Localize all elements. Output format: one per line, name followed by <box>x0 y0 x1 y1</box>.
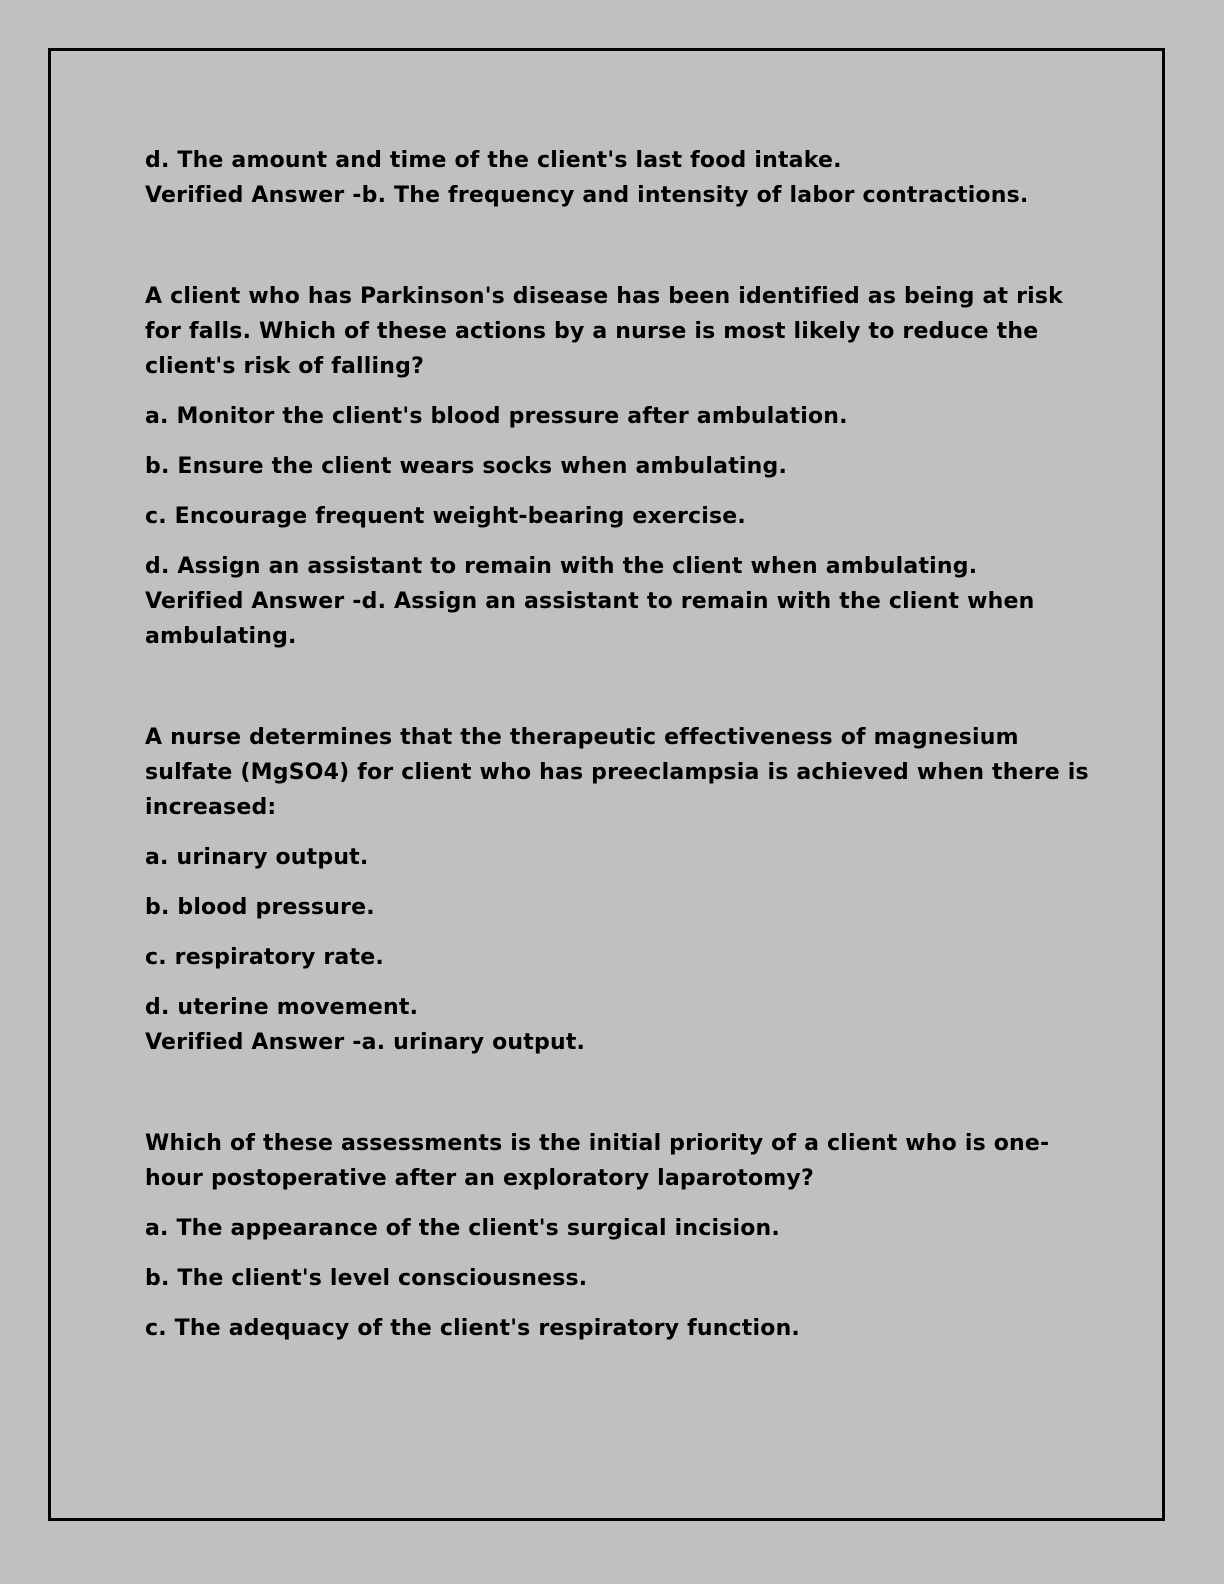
question-line: for falls. Which of these actions by a nurse is most likely to reduce the <box>145 319 1039 344</box>
option-d: d. uterine movement. <box>145 995 419 1020</box>
question-line: client's risk of falling? <box>145 354 425 379</box>
question-line: increased: <box>145 795 277 820</box>
question-postoperative-priority <box>145 1126 1085 1346</box>
option-a: a. urinary output. <box>145 845 369 870</box>
option-d: d. The amount and time of the client's last food intake. <box>145 148 842 173</box>
previous-question-tail <box>145 143 1085 213</box>
option-a: a. The appearance of the client's surgical incision. <box>145 1216 780 1241</box>
question-line: A client who has Parkinson's disease has been identified as being at risk <box>145 284 1063 309</box>
question-magnesium-sulfate <box>145 720 1089 1060</box>
option-c: c. Encourage frequent weight-bearing exercise. <box>145 504 746 529</box>
option-b: b. blood pressure. <box>145 895 375 920</box>
question-text <box>145 279 1085 384</box>
option-a: a. Monitor the client's blood pressure after ambulation. <box>145 404 848 429</box>
question-text <box>145 1126 1085 1196</box>
verified-answer: Verified Answer -d. Assign an assistant to remain with the client when <box>145 589 1035 614</box>
option-b: b. Ensure the client wears socks when ambulating. <box>145 454 788 479</box>
verified-answer: Verified Answer -b. The frequency and intensity of labor contractions. <box>145 183 1029 208</box>
question-parkinsons <box>145 279 1085 654</box>
verified-answer: Verified Answer -a. urinary output. <box>145 1030 586 1055</box>
question-line: Which of these assessments is the initial priority of a client who is one- <box>145 1131 1050 1156</box>
option-b: b. The client's level consciousness. <box>145 1266 588 1291</box>
question-text <box>145 720 1089 825</box>
question-line: A nurse determines that the therapeutic effectiveness of magnesium <box>145 725 1019 750</box>
option-c: c. respiratory rate. <box>145 945 384 970</box>
question-line: hour postoperative after an exploratory laparotomy? <box>145 1166 814 1191</box>
verified-answer-continued: ambulating. <box>145 624 297 649</box>
option-c: c. The adequacy of the client's respiratory function. <box>145 1316 800 1341</box>
option-d: d. Assign an assistant to remain with the client when ambulating. <box>145 554 978 579</box>
document-content <box>145 143 1089 1346</box>
question-line: sulfate (MgSO4) for client who has preeclampsia is achieved when there is <box>145 760 1089 785</box>
